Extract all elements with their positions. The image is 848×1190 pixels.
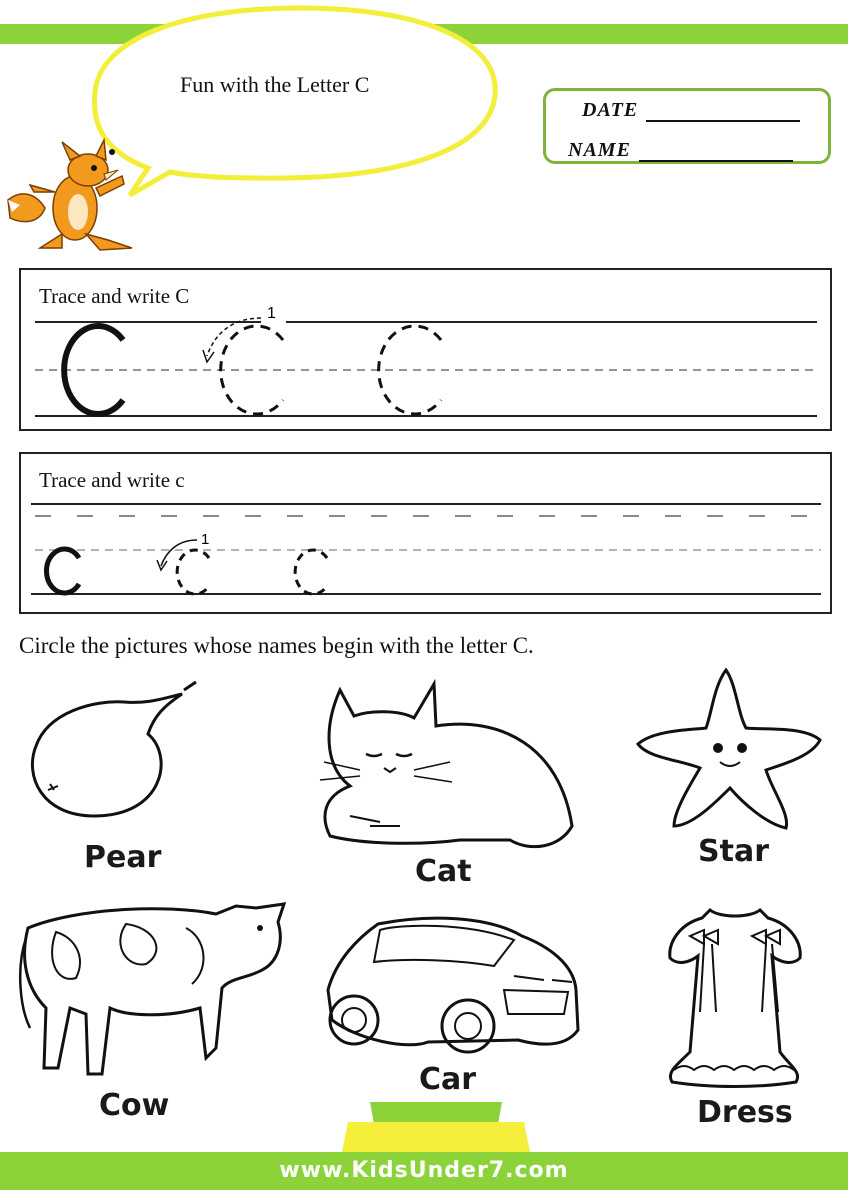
picture-cow[interactable] <box>16 898 288 1088</box>
cat-icon <box>310 676 580 856</box>
picture-cat[interactable] <box>310 676 580 856</box>
name-write-line[interactable] <box>639 142 793 162</box>
cow-icon <box>16 898 288 1088</box>
label-star: Star <box>698 834 769 869</box>
starfish-icon <box>634 664 824 834</box>
picture-car[interactable] <box>318 910 580 1060</box>
worksheet-title: Fun with the Letter C <box>180 72 370 97</box>
trace-label-uppercase: Trace and write C <box>39 284 190 308</box>
pear-icon <box>24 676 214 826</box>
name-label: NAME <box>568 139 631 161</box>
picture-pear[interactable] <box>24 676 214 826</box>
picture-star[interactable] <box>634 664 824 834</box>
solid-letter-c <box>46 549 79 593</box>
speech-bubble <box>0 0 520 240</box>
dress-icon <box>660 902 810 1092</box>
label-pear: Pear <box>84 840 162 875</box>
instruction-text: Circle the pictures whose names begin with the letter C. <box>19 633 534 658</box>
label-cat: Cat <box>415 854 472 889</box>
label-car: Car <box>419 1062 477 1097</box>
fox-icon <box>0 130 150 260</box>
date-write-line[interactable] <box>646 102 800 122</box>
date-field[interactable] <box>582 99 800 122</box>
stroke-number: 1 <box>201 531 210 548</box>
name-field[interactable] <box>568 139 793 162</box>
trace-box-lowercase <box>19 452 832 614</box>
stroke-number: 1 <box>267 305 276 322</box>
trace-label-lowercase: Trace and write c <box>39 468 185 492</box>
trace-box-uppercase <box>19 268 832 431</box>
date-label: DATE <box>582 99 639 121</box>
label-cow: Cow <box>99 1088 170 1123</box>
car-icon <box>318 910 580 1060</box>
date-name-box <box>543 88 831 164</box>
footer-ribbon <box>330 1102 542 1152</box>
dashed-letter-c-2[interactable] <box>295 550 327 594</box>
dashed-letter-c-1[interactable] <box>177 550 209 594</box>
label-dress: Dress <box>697 1095 793 1130</box>
picture-dress[interactable] <box>660 902 810 1092</box>
footer-site-link[interactable]: www.KidsUnder7.com <box>279 1158 569 1183</box>
